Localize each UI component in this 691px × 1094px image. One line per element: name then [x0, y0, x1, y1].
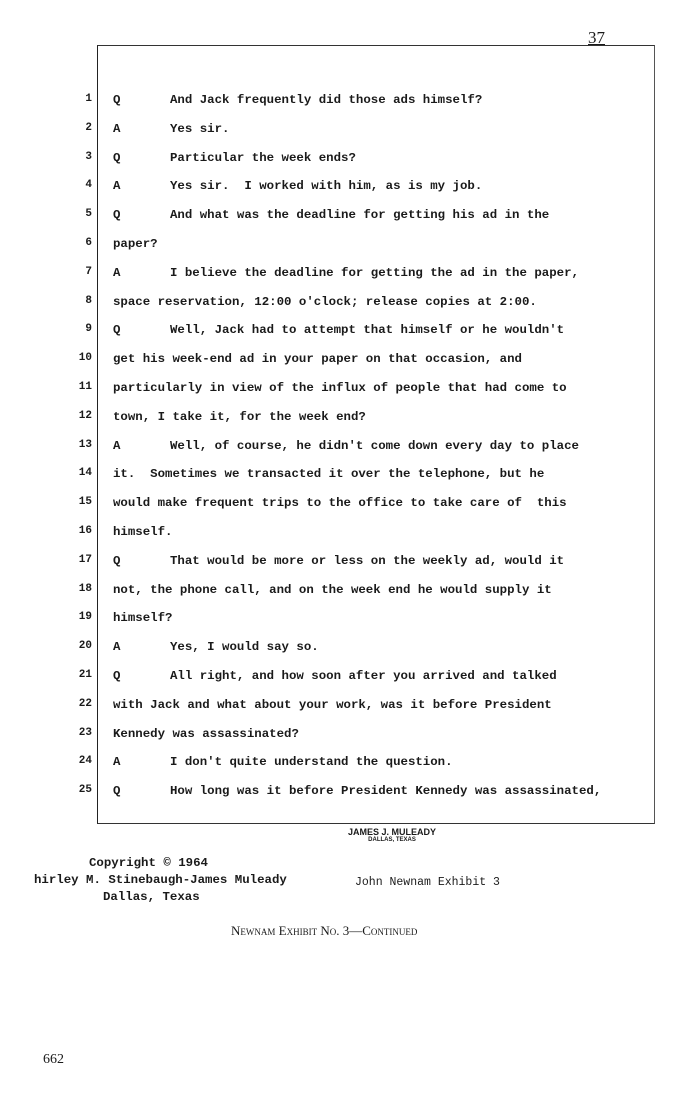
- transcript-line: [0, 352, 691, 372]
- transcript-line: [0, 237, 691, 257]
- line-number: 11: [78, 381, 92, 393]
- speaker-label: Q: [113, 553, 121, 568]
- reporter-city: DALLAS, TEXAS: [368, 837, 416, 843]
- line-number: 19: [78, 611, 92, 624]
- transcript-line: [0, 323, 691, 343]
- transcript-line: [0, 208, 691, 228]
- line-number: 14: [78, 467, 92, 480]
- line-text: would make frequent trips to the office to take care of this: [113, 496, 567, 511]
- line-number: 4: [85, 179, 92, 192]
- line-text: How long was it before President Kennedy was assassinated,: [170, 784, 602, 799]
- transcript-line: [0, 295, 691, 315]
- line-text: That would be more or less on the weekly ad, would it: [170, 553, 565, 568]
- reporter-name: JAMES J. MULEADY: [347, 827, 436, 837]
- speaker-label: A: [113, 179, 121, 194]
- transcript-line: [0, 151, 691, 171]
- transcript-line: [0, 266, 691, 286]
- line-text: Yes sir. I worked with him, as is my job.: [170, 179, 483, 194]
- line-number: 16: [78, 525, 92, 537]
- line-text: paper?: [113, 237, 158, 251]
- line-text: Kennedy was assassinated?: [113, 726, 299, 741]
- copyright-city: Dallas, Texas: [103, 890, 200, 904]
- line-text: himself.: [113, 525, 173, 539]
- transcript-line: [0, 179, 691, 199]
- line-text: Yes sir.: [170, 121, 230, 136]
- line-number: 5: [85, 208, 92, 221]
- footer-page-number: 662: [43, 1052, 64, 1067]
- transcript-line: [0, 583, 691, 603]
- line-text: I don't quite understand the question.: [170, 755, 453, 770]
- line-number: 22: [78, 697, 92, 710]
- line-number: 21: [78, 669, 92, 681]
- exhibit-label: John Newnam Exhibit 3: [355, 876, 500, 889]
- line-number: 3: [85, 150, 92, 163]
- transcript-line: [0, 525, 691, 545]
- speaker-label: A: [113, 640, 121, 655]
- reporter-stamp: [337, 827, 447, 843]
- speaker-label: Q: [113, 784, 121, 799]
- line-text: himself?: [113, 611, 173, 626]
- line-text: town, I take it, for the week end?: [113, 409, 366, 424]
- speaker-label: Q: [113, 93, 121, 107]
- page-number: 37: [588, 28, 605, 47]
- transcript-line: [0, 122, 691, 142]
- transcript-line: [0, 611, 691, 631]
- line-number: 15: [78, 496, 92, 509]
- line-text: space reservation, 12:00 o'clock; release copies at 2:00.: [113, 294, 537, 309]
- speaker-label: A: [113, 121, 121, 136]
- line-number: 1: [85, 93, 92, 105]
- line-number: 13: [78, 438, 92, 451]
- transcript-line: [0, 669, 691, 689]
- line-text: Particular the week ends?: [170, 150, 356, 165]
- speaker-label: Q: [113, 323, 121, 338]
- line-number: 9: [85, 323, 92, 336]
- transcript-line: [0, 496, 691, 516]
- exhibit-caption: Newnam Exhibit No. 3—Continued: [231, 923, 418, 938]
- line-number: 2: [85, 121, 92, 134]
- line-text: And Jack frequently did those ads himself?: [170, 93, 483, 107]
- line-number: 23: [78, 726, 92, 739]
- copyright-line: Copyright © 1964: [89, 856, 208, 870]
- line-number: 17: [78, 553, 92, 566]
- transcript-line: [0, 467, 691, 487]
- line-number: 18: [78, 582, 92, 595]
- line-text: And what was the deadline for getting his ad in the: [170, 208, 550, 223]
- line-text: All right, and how soon after you arrived and talked: [170, 669, 557, 683]
- transcript-line: [0, 784, 691, 804]
- copyright-holders: hirley M. Stinebaugh-James Muleady: [34, 873, 287, 887]
- transcript-line: [0, 698, 691, 718]
- line-text: particularly in view of the influx of people that had come to: [113, 381, 567, 395]
- speaker-label: A: [113, 438, 121, 453]
- line-text: Well, Jack had to attempt that himself or he wouldn't: [170, 323, 565, 338]
- speaker-label: A: [113, 755, 121, 770]
- transcript-line: [0, 727, 691, 747]
- speaker-label: Q: [113, 208, 121, 223]
- line-number: 24: [78, 755, 92, 768]
- transcript-line: [0, 755, 691, 775]
- transcript-line: [0, 640, 691, 660]
- line-text: Well, of course, he didn't come down every day to place: [170, 438, 579, 453]
- line-number: 8: [85, 294, 92, 307]
- line-number: 20: [78, 640, 92, 653]
- line-text: with Jack and what about your work, was it before President: [113, 697, 552, 712]
- line-number: 25: [78, 784, 92, 797]
- line-text: not, the phone call, and on the week end he would supply it: [113, 582, 552, 597]
- line-text: get his week-end ad in your paper on that occasion, and: [113, 352, 522, 367]
- transcript-line: [0, 439, 691, 459]
- speaker-label: Q: [113, 150, 121, 165]
- transcript-line: [0, 381, 691, 401]
- line-number: 12: [78, 409, 92, 422]
- speaker-label: Q: [113, 669, 121, 683]
- line-number: 10: [78, 352, 92, 365]
- line-number: 7: [85, 265, 92, 278]
- speaker-label: A: [113, 265, 121, 280]
- line-text: Yes, I would say so.: [170, 640, 319, 655]
- line-text: I believe the deadline for getting the ad in the paper,: [170, 265, 579, 280]
- line-text: it. Sometimes we transacted it over the telephone, but he: [113, 467, 545, 482]
- line-number: 6: [85, 237, 92, 249]
- transcript-line: [0, 554, 691, 574]
- transcript-line: [0, 410, 691, 430]
- transcript-line: [0, 93, 691, 113]
